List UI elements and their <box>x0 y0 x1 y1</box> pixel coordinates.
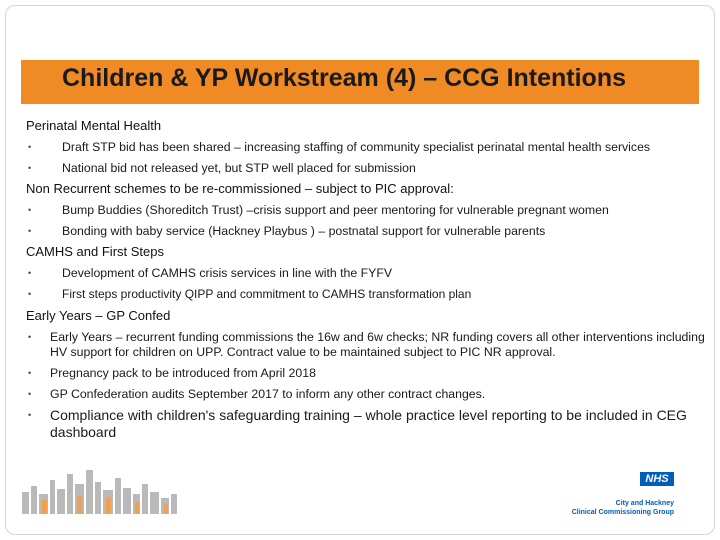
list-item <box>26 266 706 281</box>
nhs-logo <box>571 472 680 518</box>
list-item <box>26 161 706 176</box>
section-heading-non-recurrent: Non Recurrent schemes to be re-commissioned – subject to PIC approval: <box>26 181 454 196</box>
list-item <box>26 407 706 441</box>
nhs-badge: NHS <box>640 472 674 486</box>
bullet-icon: • <box>28 410 32 420</box>
city-skyline-icon <box>18 464 180 514</box>
bullet-icon: • <box>28 142 32 152</box>
org-line-1: City and Hackney <box>615 500 674 507</box>
section-heading-camhs: CAMHS and First Steps <box>26 244 164 259</box>
bullet-icon: • <box>28 226 32 236</box>
org-line-2: Clinical Commissioning Group <box>571 509 674 516</box>
list-item <box>26 387 706 402</box>
section-heading-perinatal: Perinatal Mental Health <box>26 118 162 133</box>
bullet-icon: • <box>28 368 32 378</box>
slide-title: Children & YP Workstream (4) – CCG Intentions <box>62 64 627 92</box>
bullet-text: Compliance with children's safeguarding training – whole practice level reporting to be included in CEG dashboard <box>50 407 687 440</box>
bullet-icon: • <box>28 389 32 399</box>
bullet-text: National bid not released yet, but STP well placed for submission <box>62 161 416 175</box>
bullet-icon: • <box>28 289 32 299</box>
slide-content <box>26 118 706 441</box>
bullet-icon: • <box>28 163 32 173</box>
list-item <box>26 366 706 381</box>
bullet-icon: • <box>28 332 32 342</box>
bullet-icon: • <box>28 205 32 215</box>
bullet-text: GP Confederation audits September 2017 to inform any other contract changes. <box>50 387 486 401</box>
bullet-icon: • <box>28 268 32 278</box>
bullet-text: Bump Buddies (Shoreditch Trust) –crisis support and peer mentoring for vulnerable pregnant women <box>62 203 609 217</box>
list-item <box>26 287 706 302</box>
bullet-text: Pregnancy pack to be introduced from April 2018 <box>50 366 316 380</box>
list-item <box>26 140 706 155</box>
section-heading-early-years: Early Years – GP Confed <box>26 308 171 323</box>
bullet-text: Bonding with baby service (Hackney Playbus ) – postnatal support for vulnerable parents <box>62 224 546 238</box>
bullet-text: Draft STP bid has been shared – increasing staffing of community specialist perinatal mental health services <box>62 140 651 154</box>
list-item <box>26 203 706 218</box>
list-item <box>26 224 706 239</box>
bullet-text: Development of CAMHS crisis services in line with the FYFV <box>62 266 393 280</box>
org-name <box>570 499 674 517</box>
list-item <box>26 330 706 360</box>
bullet-text: Early Years – recurrent funding commissions the 16w and 6w checks; NR funding covers all other interventions including HV support for children on UPP. Contract value to be maintained subject to PIC NR approval. <box>50 330 705 359</box>
bullet-text: First steps productivity QIPP and commitment to CAMHS transformation plan <box>62 287 472 301</box>
